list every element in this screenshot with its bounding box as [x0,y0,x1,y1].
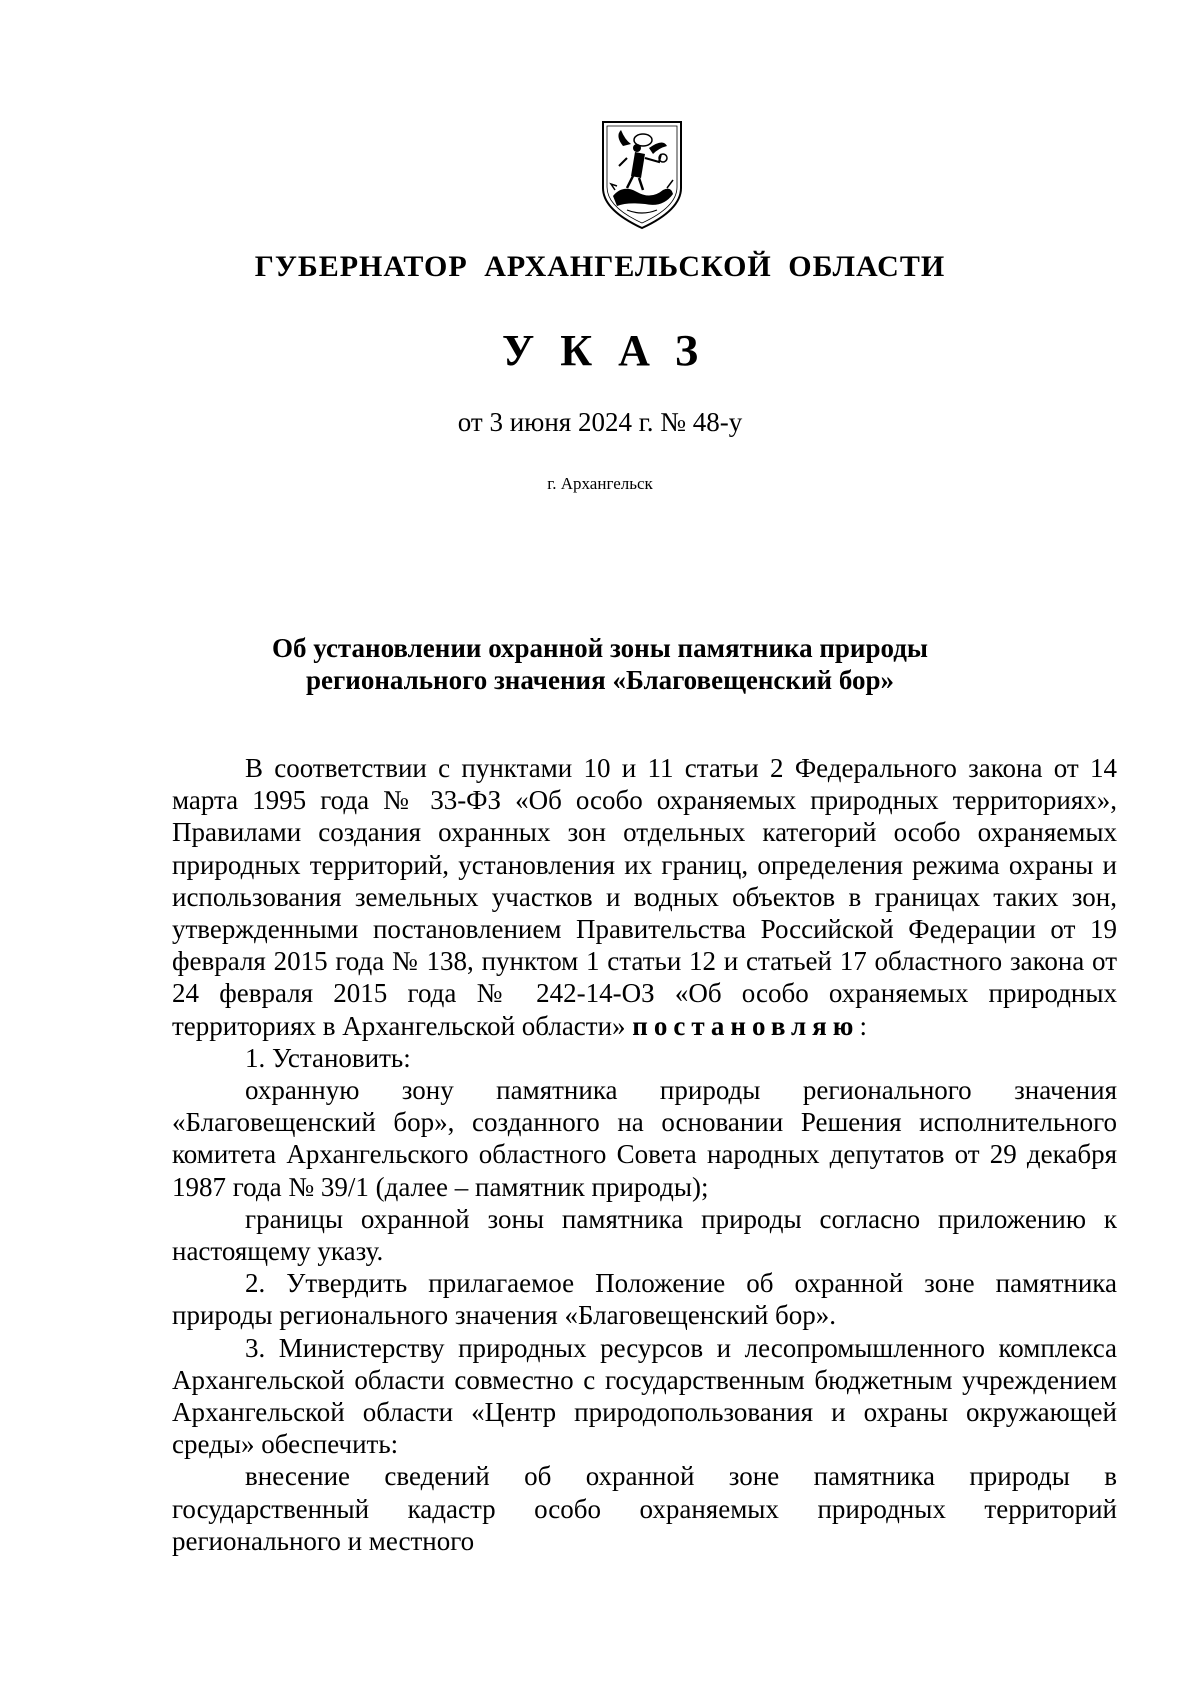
preamble-text: В соответствии с пунктами 10 и 11 статьи 2 Федерального закона от 14 марта 1995 года № 33-ФЗ «Об особо охраняемых природных территориях», Правилами создания охранных зон отдельных категорий особо охраняемых природных территорий, установления их границ, определения режима охраны и использования земельных участков и водных объектов в границах таких зон, утвержденными постановлением Правительства Российской Федерации от 19 февраля 2015 года № 138, пунктом 1 статьи 12 и статьей 17 областного закона от 24 февраля 2015 года № 242-14-ОЗ «Об особо охраняемых природных территориях в Архангельской области» [172,753,1117,1041]
document-type: УКАЗ [501,326,725,375]
preamble-paragraph [172,752,1117,1042]
document-city: г. Архангельск [547,474,653,493]
item-1-zone-borders: границы охранной зоны памятника природы согласно приложению к настоящему указу. [172,1203,1117,1267]
document-date-number: от 3 июня 2024 г. № 48-у [457,407,743,437]
document-body [172,752,1117,1557]
item-1: 1. Установить: [245,1042,411,1073]
title-line-1: Об установлении охранной зоны памятника природы [272,633,928,663]
item-1-protected-zone: охранную зону памятника природы регионального значения «Благовещенский бор», созданного на основании Решения исполнительного комитета Архангельского областного Совета народных депутатов от 29 декабря 1987 года № 39/1 (далее – памятник природы); [172,1075,1117,1202]
item-3-cadastre: внесение сведений об охранной зоне памятника природы в государственный кадастр особо охраняемых природных территорий регионального и местного [172,1461,1117,1556]
document-title [0,632,1200,696]
item-2: 2. Утвердить прилагаемое Положение об охранной зоне памятника природы регионального значения «Благовещенский бор». [172,1268,1117,1331]
coat-of-arms-emblem [597,118,687,230]
item-3: 3. Министерству природных ресурсов и лесопромышленного комплекса Архангельской области совместно с государственным бюджетным учреждением Архангельской области «Центр природопользования и охраны окружающей среды» обеспечить: [172,1332,1117,1460]
title-line-2: регионального значения «Благовещенский бор» [306,665,894,695]
decree-word: постановляю [632,1010,860,1041]
decree-colon: : [859,1010,867,1041]
issuing-authority: ГУБЕРНАТОР АРХАНГЕЛЬСКОЙ ОБЛАСТИ [254,250,946,283]
